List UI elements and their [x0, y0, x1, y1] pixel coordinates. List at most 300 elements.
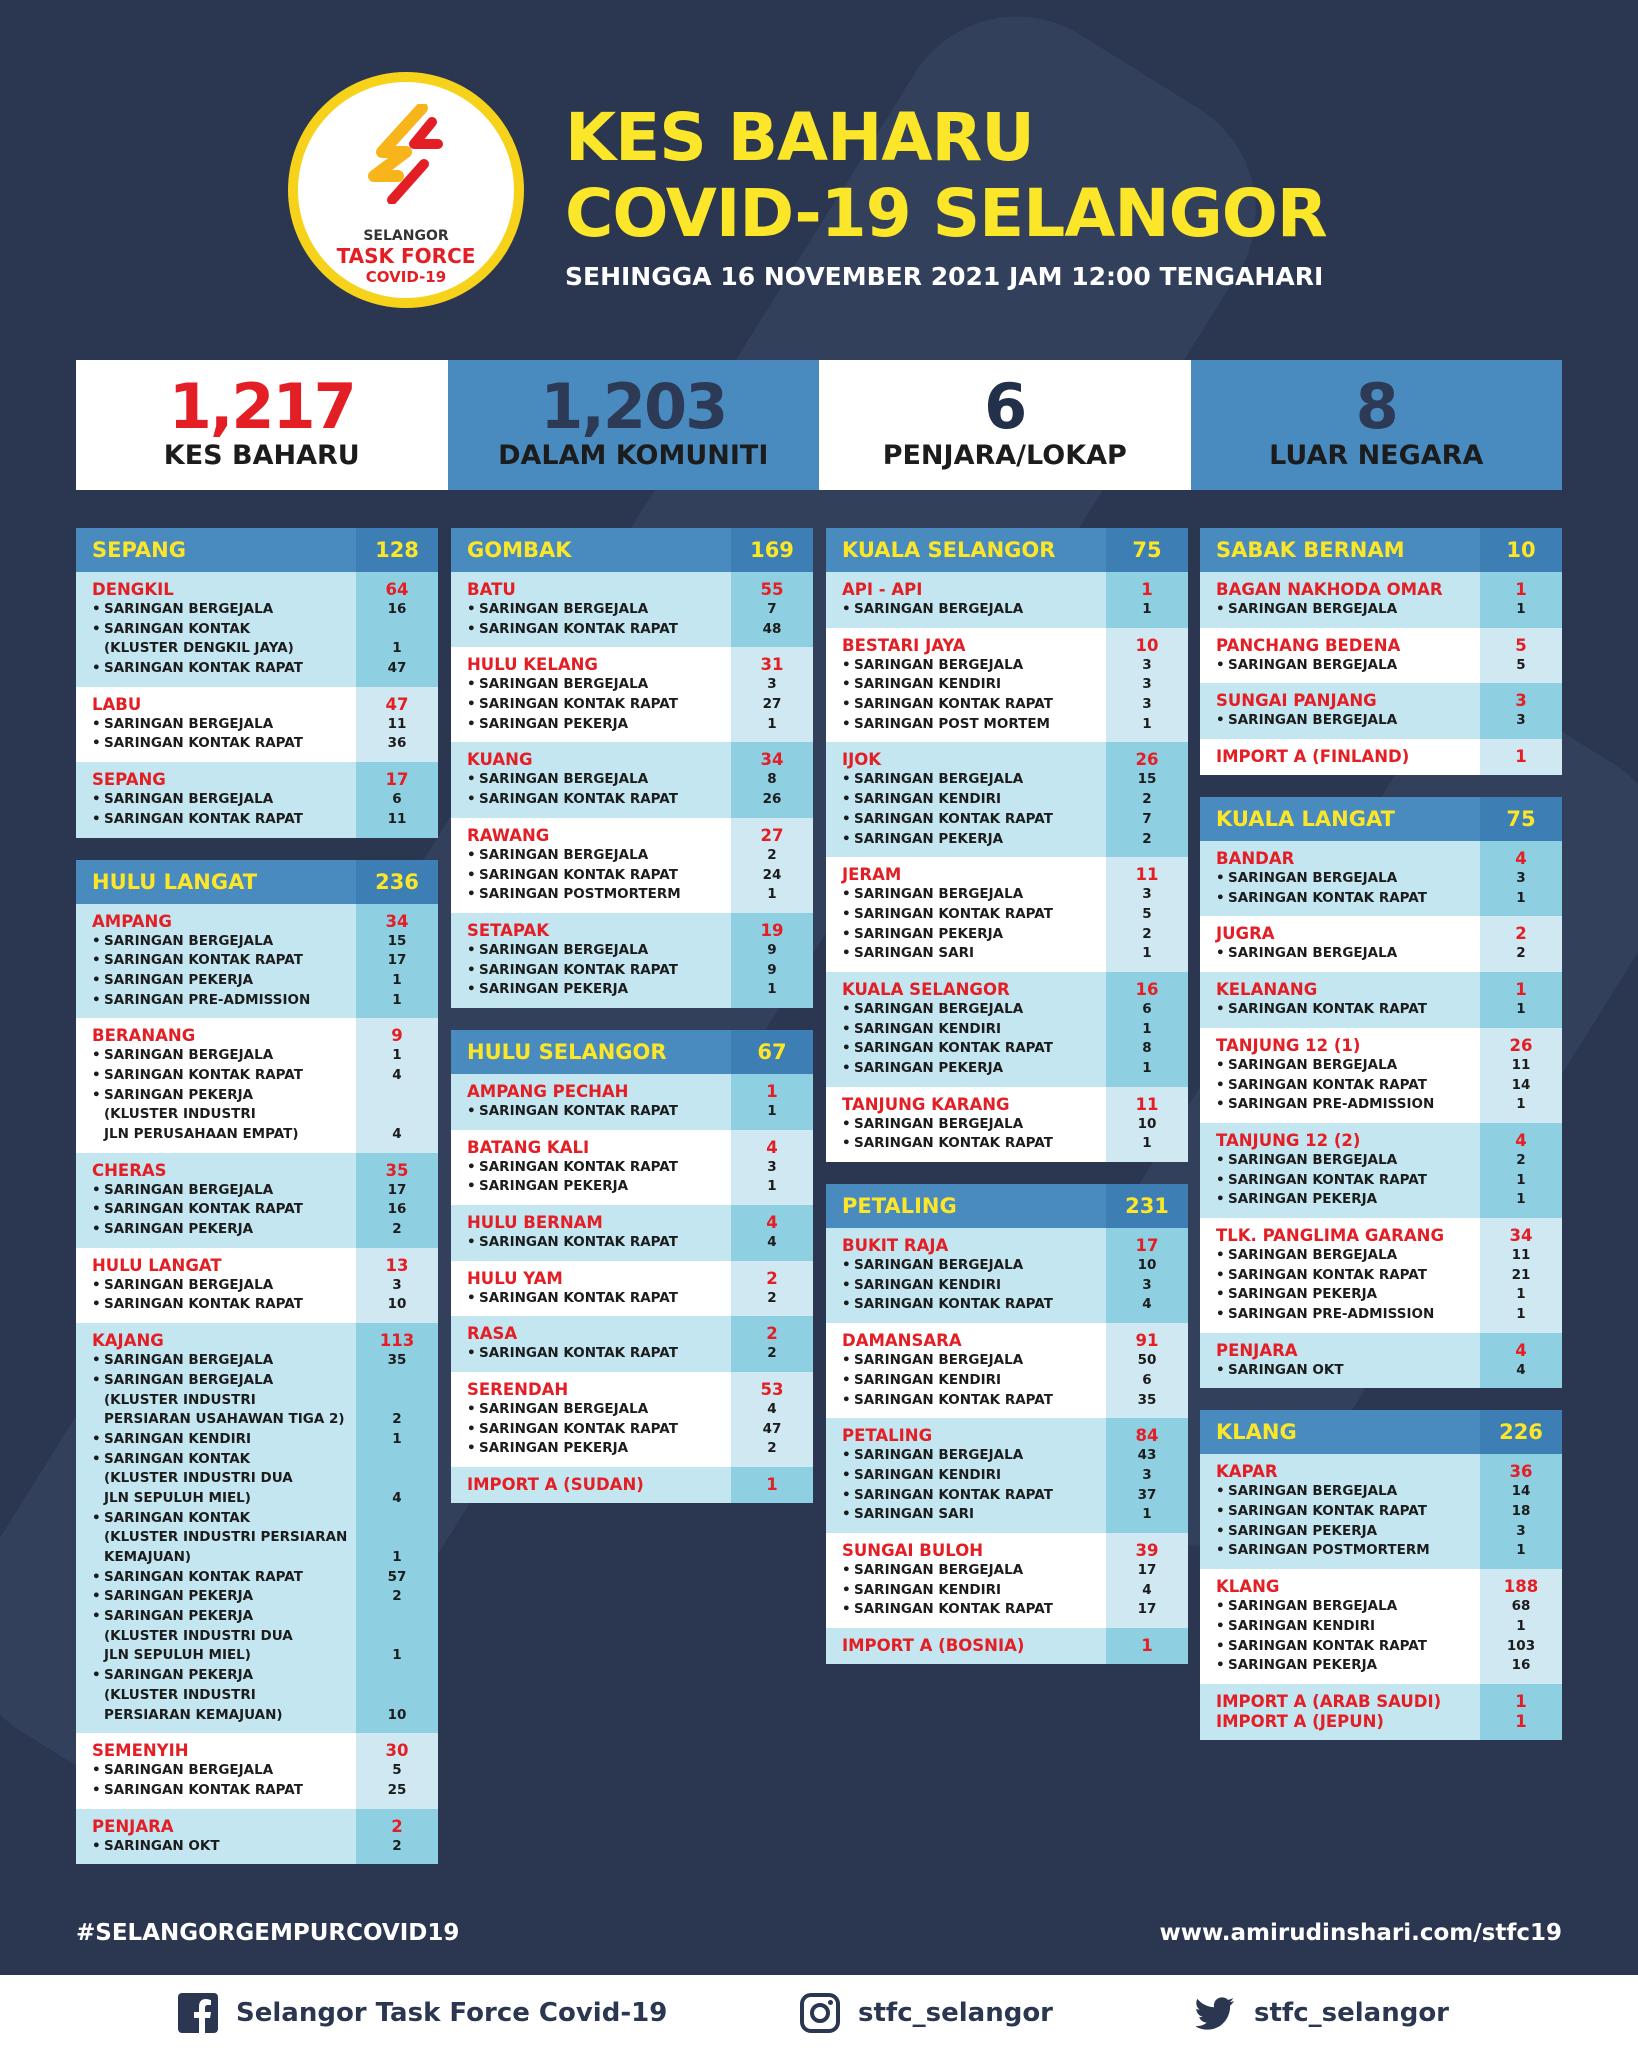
locality-labels	[1200, 739, 1480, 775]
screening-label: SARINGAN BERGEJALA	[854, 1257, 1024, 1274]
screening-count: 4	[392, 1126, 402, 1142]
page-subtitle: SEHINGGA 16 NOVEMBER 2021 JAM 12:00 TENGAHARI	[565, 262, 1324, 291]
screening-count: 1	[1142, 601, 1152, 617]
screening-item	[92, 1220, 356, 1240]
locality-labels	[451, 913, 731, 1008]
locality-block	[1200, 972, 1562, 1028]
bullet-icon: •	[467, 1158, 476, 1175]
locality-block	[76, 1733, 438, 1808]
screening-count: 11	[1511, 1056, 1531, 1073]
bullet-icon: •	[92, 971, 101, 988]
screening-count: 1	[1516, 1286, 1526, 1303]
locality-block	[1200, 1218, 1562, 1333]
screening-item	[467, 1400, 731, 1420]
screening-count: 2	[392, 1411, 402, 1428]
screening-item	[92, 1587, 356, 1607]
screening-count: 15	[387, 932, 407, 949]
screening-label: SARINGAN KENDIRI	[854, 1581, 1002, 1598]
screening-label: SARINGAN KONTAK RAPAT	[854, 905, 1053, 922]
locality-block	[1200, 572, 1562, 628]
screening-count	[356, 1528, 438, 1548]
screening-item	[92, 1105, 356, 1125]
screening-count: 15	[1137, 771, 1157, 788]
instagram-link[interactable]	[800, 1993, 1053, 2033]
screening-item	[842, 1134, 1106, 1154]
bullet-icon: •	[92, 1066, 101, 1083]
locality-values	[731, 1074, 813, 1130]
locality-name: API - API	[842, 580, 923, 599]
twitter-icon	[1196, 1993, 1236, 2033]
screening-item	[92, 1509, 356, 1529]
locality-block	[1200, 1684, 1562, 1740]
screening-item	[1216, 1597, 1480, 1617]
bullet-icon: •	[842, 925, 851, 942]
screening-count	[356, 1371, 438, 1391]
locality-labels	[826, 857, 1106, 972]
screening-label: SARINGAN KONTAK	[104, 1450, 251, 1467]
locality-block	[76, 1323, 438, 1733]
screening-label: SARINGAN KONTAK RAPAT	[479, 961, 678, 978]
screening-item	[467, 1344, 731, 1364]
screening-item	[467, 961, 731, 981]
bullet-icon: •	[467, 696, 476, 713]
locality-total: 17	[1135, 1236, 1159, 1256]
locality-values	[1106, 972, 1188, 1087]
screening-count: 3	[767, 676, 777, 693]
screening-item	[467, 885, 731, 905]
screening-count: 3	[392, 1276, 402, 1293]
screening-count: 16	[387, 1201, 407, 1218]
screening-count: 47	[387, 660, 407, 677]
screening-count: 11	[1511, 1246, 1531, 1263]
screening-item	[92, 1410, 356, 1430]
locality-block	[1200, 628, 1562, 684]
screening-count: 10	[1137, 1115, 1157, 1132]
screening-label: SARINGAN BERGEJALA	[479, 676, 649, 693]
bullet-icon: •	[1216, 601, 1225, 617]
screening-item	[92, 1781, 356, 1801]
screening-count: 1	[1516, 1171, 1526, 1188]
bullet-icon: •	[1216, 1266, 1225, 1283]
screening-label: SARINGAN KONTAK RAPAT	[854, 696, 1053, 713]
bullet-icon: •	[92, 1201, 101, 1218]
screening-label: SARINGAN BERGEJALA	[854, 1447, 1024, 1464]
screening-count: 1	[1516, 1542, 1526, 1559]
district-total: 75	[1480, 797, 1562, 841]
screening-count: 9	[767, 961, 777, 978]
screening-count: 14	[1511, 1076, 1531, 1093]
screening-label: SARINGAN BERGEJALA	[854, 886, 1024, 903]
bullet-icon: •	[1216, 1637, 1225, 1654]
locality-values	[1106, 1228, 1188, 1323]
bullet-icon: •	[467, 941, 476, 958]
bullet-icon: •	[92, 1371, 101, 1388]
bullet-icon: •	[92, 1781, 101, 1798]
locality-labels	[826, 972, 1106, 1087]
screening-item	[467, 846, 731, 866]
locality-block	[1200, 739, 1562, 775]
screening-label: SARINGAN BERGEJALA	[479, 771, 649, 788]
screening-label: SARINGAN KENDIRI	[854, 1020, 1002, 1037]
screening-count: 35	[387, 1352, 407, 1369]
locality-labels	[451, 1316, 731, 1372]
locality-labels	[76, 1153, 356, 1248]
locality-values	[731, 742, 813, 817]
screening-label: SARINGAN PEKERJA	[104, 1588, 254, 1605]
locality-labels	[826, 1533, 1106, 1628]
screening-count: 1	[767, 1102, 777, 1119]
screening-count: 16	[387, 601, 407, 617]
screening-item	[842, 1446, 1106, 1466]
screening-label: (KLUSTER DENGKIL JAYA)	[104, 640, 294, 657]
locality-name: TANJUNG 12 (1)	[1216, 1035, 1361, 1055]
locality-name: IMPORT A (JEPUN)	[1216, 1711, 1384, 1731]
bullet-icon: •	[92, 601, 101, 617]
screening-count: 1	[767, 1178, 777, 1195]
district-column-2	[451, 528, 813, 1525]
screening-item	[1216, 1305, 1480, 1325]
title-line-1: KES BAHARU	[565, 99, 1034, 176]
bullet-icon: •	[92, 810, 101, 827]
locality-labels	[451, 1074, 731, 1130]
locality-values	[1480, 683, 1562, 739]
screening-count: 8	[767, 771, 777, 788]
locality-total: 1	[1141, 580, 1153, 599]
locality-total: 4	[1515, 849, 1527, 869]
screening-count: 1	[1142, 1506, 1152, 1523]
locality-name: RAWANG	[467, 825, 550, 845]
screening-count: 10	[1137, 1257, 1157, 1274]
bullet-icon: •	[842, 1020, 851, 1037]
screening-label: SARINGAN BERGEJALA	[854, 601, 1024, 617]
bullet-icon: •	[1216, 1483, 1225, 1500]
locality-values	[1106, 857, 1188, 972]
screening-item	[1216, 656, 1480, 676]
bullet-icon: •	[1216, 1191, 1225, 1208]
screening-item	[92, 790, 356, 810]
bullet-icon: •	[92, 1568, 101, 1585]
locality-total: 4	[766, 1213, 778, 1232]
screening-label: SARINGAN BERGEJALA	[104, 601, 274, 617]
locality-block	[451, 1372, 813, 1467]
locality-values	[731, 1261, 813, 1317]
screening-item	[1216, 1522, 1480, 1542]
screening-label: SARINGAN KONTAK RAPAT	[1228, 1076, 1427, 1093]
screening-count: 37	[1137, 1486, 1157, 1503]
locality-block	[826, 742, 1188, 857]
bullet-icon: •	[1216, 1286, 1225, 1303]
district-name: KUALA LANGAT	[1216, 807, 1395, 832]
bullet-icon: •	[92, 1608, 101, 1625]
bullet-icon: •	[467, 1401, 476, 1418]
locality-labels	[1200, 1218, 1480, 1333]
screening-count: 47	[762, 1420, 782, 1437]
bullet-icon: •	[842, 601, 851, 617]
screening-item	[1216, 944, 1480, 964]
screening-item	[1216, 1482, 1480, 1502]
screening-label: PERSIARAN USAHAWAN TIGA 2)	[104, 1411, 345, 1428]
locality-total: 1	[1515, 1691, 1527, 1711]
screening-item	[92, 600, 356, 620]
locality-values	[1480, 1569, 1562, 1684]
website-link[interactable]: www.amirudinshari.com/stfc19	[1159, 1920, 1562, 1946]
screening-item	[92, 1548, 356, 1568]
task-force-logo	[288, 72, 524, 308]
locality-block	[76, 904, 438, 1019]
screening-item	[92, 715, 356, 735]
screening-label: SARINGAN PEKERJA	[1228, 1657, 1378, 1674]
bullet-icon: •	[842, 830, 851, 847]
screening-label: SARINGAN BERGEJALA	[1228, 945, 1398, 962]
bullet-icon: •	[842, 1115, 851, 1132]
district-header	[826, 528, 1188, 572]
locality-name: AMPANG PECHAH	[467, 1081, 629, 1101]
locality-values	[1480, 1684, 1562, 1740]
stat-number: 1,203	[540, 370, 727, 443]
screening-label: SARINGAN PEKERJA	[1228, 1522, 1378, 1539]
screening-item	[842, 810, 1106, 830]
screening-label: SARINGAN PEKERJA	[104, 971, 254, 988]
locality-total: 13	[385, 1255, 409, 1275]
locality-name: SEPANG	[92, 770, 166, 790]
screening-label: (KLUSTER INDUSTRI DUA	[104, 1627, 293, 1644]
bullet-icon: •	[1216, 1598, 1225, 1615]
screening-label: SARINGAN BERGEJALA	[854, 1352, 1024, 1369]
screening-label: SARINGAN POSTMORTERM	[1228, 1542, 1430, 1559]
hashtag: #SELANGORGEMPURCOVID19	[76, 1920, 460, 1946]
screening-count: 36	[387, 735, 407, 752]
screening-count: 57	[387, 1568, 407, 1585]
bullet-icon: •	[92, 991, 101, 1008]
bullet-icon: •	[1216, 1522, 1225, 1539]
locality-values	[731, 818, 813, 913]
screening-item	[92, 1837, 356, 1857]
screening-label: SARINGAN BERGEJALA	[1228, 1483, 1398, 1500]
bullet-icon: •	[92, 1509, 101, 1526]
district-header	[826, 1184, 1188, 1228]
screening-item	[1216, 600, 1480, 620]
screening-label: SARINGAN OKT	[1228, 1361, 1344, 1378]
bullet-icon: •	[1216, 870, 1225, 887]
screening-label: (KLUSTER INDUSTRI	[104, 1686, 256, 1703]
screening-count: 1	[1142, 1060, 1152, 1076]
screening-label: SARINGAN PEKERJA	[104, 1086, 254, 1103]
bullet-icon: •	[467, 601, 476, 617]
bullet-icon: •	[92, 1762, 101, 1779]
screening-label: SARINGAN KONTAK RAPAT	[479, 1158, 678, 1175]
bullet-icon: •	[92, 1296, 101, 1313]
screening-item	[1216, 1171, 1480, 1191]
bullet-icon: •	[467, 1102, 476, 1119]
district-name: HULU SELANGOR	[467, 1039, 667, 1064]
screening-label: SARINGAN BERGEJALA	[854, 1115, 1024, 1132]
locality-total: 17	[385, 770, 409, 790]
locality-name: BESTARI JAYA	[842, 635, 966, 655]
screening-item	[842, 905, 1106, 925]
locality-total: 2	[391, 1816, 403, 1836]
screening-item	[92, 1391, 356, 1411]
bullet-icon: •	[1216, 1361, 1225, 1378]
locality-name: KAPAR	[1216, 1462, 1278, 1482]
district-panel	[1200, 797, 1562, 1388]
screening-item	[92, 1371, 356, 1391]
district-column-4	[1200, 528, 1562, 1762]
screening-label: SARINGAN BERGEJALA	[1228, 656, 1398, 673]
screening-count: 1	[392, 640, 402, 657]
locality-labels	[76, 762, 356, 837]
locality-name: IMPORT A (ARAB SAUDI)	[1216, 1691, 1442, 1711]
screening-item	[842, 1000, 1106, 1020]
screening-count	[356, 1105, 438, 1125]
bullet-icon: •	[1216, 1657, 1225, 1674]
screening-item	[1216, 1541, 1480, 1561]
screening-count: 1	[1516, 601, 1526, 617]
locality-name: IMPORT A (BOSNIA)	[842, 1636, 1025, 1655]
locality-labels	[451, 1261, 731, 1317]
locality-name: SETAPAK	[467, 920, 550, 940]
screening-count: 4	[1516, 1361, 1526, 1378]
district-name: GOMBAK	[467, 538, 572, 562]
bullet-icon: •	[842, 676, 851, 693]
screening-item	[842, 1039, 1106, 1059]
locality-labels	[451, 742, 731, 817]
locality-values	[356, 1323, 438, 1733]
bullet-icon: •	[92, 1667, 101, 1684]
locality-block	[826, 1628, 1188, 1664]
locality-block	[76, 1153, 438, 1248]
twitter-link[interactable]	[1196, 1993, 1449, 2033]
screening-count	[356, 1686, 438, 1706]
bullet-icon: •	[92, 1450, 101, 1467]
locality-total: 2	[766, 1268, 778, 1288]
district-header	[76, 860, 438, 904]
screening-label: SARINGAN KENDIRI	[854, 1466, 1002, 1483]
screening-label: SARINGAN KONTAK RAPAT	[479, 791, 678, 808]
screening-count: 1	[767, 981, 777, 998]
stat-number: 8	[1355, 370, 1397, 443]
screening-item	[1216, 1056, 1480, 1076]
locality-labels	[826, 1628, 1106, 1664]
bullet-icon: •	[842, 905, 851, 922]
screening-label: SARINGAN KONTAK RAPAT	[854, 1601, 1053, 1618]
screening-count: 6	[1142, 1000, 1152, 1017]
locality-name: BATU	[467, 580, 516, 599]
screening-count: 5	[1516, 656, 1526, 673]
screening-label: SARINGAN PEKERJA	[479, 1178, 629, 1195]
locality-total: 188	[1503, 1577, 1539, 1597]
screening-label: SARINGAN KONTAK RAPAT	[479, 620, 678, 637]
locality-labels	[826, 572, 1106, 628]
screening-item	[92, 1666, 356, 1686]
screening-label: SARINGAN KENDIRI	[854, 791, 1002, 808]
screening-label: SARINGAN KONTAK RAPAT	[479, 1420, 678, 1437]
district-panel	[826, 528, 1188, 1162]
screening-label: SARINGAN BERGEJALA	[479, 1401, 649, 1418]
screening-count: 2	[392, 1837, 402, 1854]
screening-item	[842, 1505, 1106, 1525]
locality-block	[451, 818, 813, 913]
screening-count: 17	[1137, 1561, 1157, 1578]
locality-total: 39	[1135, 1540, 1159, 1560]
screening-item	[467, 1158, 731, 1178]
screening-count	[356, 1450, 438, 1470]
screening-count: 35	[1137, 1391, 1157, 1408]
screening-label: SARINGAN BERGEJALA	[104, 932, 274, 949]
locality-labels	[451, 647, 731, 742]
locality-name: SUNGAI BULOH	[842, 1540, 984, 1560]
locality-block	[76, 687, 438, 762]
screening-label: SARINGAN PEKERJA	[104, 1221, 254, 1238]
screening-item	[467, 1420, 731, 1440]
facebook-link[interactable]	[178, 1993, 667, 2033]
locality-values	[356, 687, 438, 762]
screening-count: 14	[1511, 1483, 1531, 1500]
screening-item	[842, 1561, 1106, 1581]
bullet-icon: •	[1216, 712, 1225, 729]
locality-labels	[451, 818, 731, 913]
page-title	[565, 100, 1327, 252]
screening-count: 9	[767, 941, 777, 958]
stat-luar-negara	[1191, 360, 1563, 490]
bullet-icon: •	[467, 846, 476, 863]
locality-name: BERANANG	[92, 1026, 196, 1046]
screening-label: SARINGAN PEKERJA	[479, 1440, 629, 1457]
locality-total: 1	[1515, 1711, 1527, 1731]
screening-count: 2	[767, 1289, 777, 1306]
screening-count: 1	[392, 1047, 402, 1064]
screening-item	[467, 941, 731, 961]
locality-labels	[826, 742, 1106, 857]
locality-block	[1200, 683, 1562, 739]
locality-labels	[76, 1248, 356, 1323]
screening-item	[842, 715, 1106, 735]
locality-total: 11	[1135, 865, 1159, 885]
locality-labels	[451, 1130, 731, 1205]
locality-values	[1480, 1333, 1562, 1389]
screening-count: 2	[1516, 945, 1526, 962]
screening-label: SARINGAN BERGEJALA	[854, 1561, 1024, 1578]
screening-count: 1	[1516, 1306, 1526, 1322]
locality-block	[826, 628, 1188, 743]
screening-count	[356, 1607, 438, 1627]
locality-labels	[826, 1323, 1106, 1418]
locality-total: 64	[385, 580, 409, 599]
screening-item	[92, 659, 356, 679]
district-panel	[826, 1184, 1188, 1664]
screening-item	[842, 1371, 1106, 1391]
screening-label: SARINGAN KONTAK RAPAT	[1228, 1266, 1427, 1283]
locality-name: KELANANG	[1216, 980, 1318, 1000]
locality-labels	[76, 1323, 356, 1733]
locality-values	[1106, 742, 1188, 857]
bullet-icon: •	[92, 1352, 101, 1369]
bullet-icon: •	[842, 1040, 851, 1057]
screening-count: 2	[1142, 830, 1152, 847]
locality-labels	[1200, 1028, 1480, 1123]
screening-count: 1	[392, 1430, 402, 1447]
locality-name: BANDAR	[1216, 849, 1295, 869]
bullet-icon: •	[842, 1601, 851, 1618]
screening-label: SARINGAN KENDIRI	[854, 1276, 1002, 1293]
screening-label: SARINGAN PEKERJA	[104, 1608, 254, 1625]
screening-count: 2	[1142, 925, 1152, 942]
screening-item	[1216, 1617, 1480, 1637]
screening-count: 1	[1516, 1001, 1526, 1018]
district-name: SEPANG	[92, 538, 186, 562]
locality-labels	[1200, 1333, 1480, 1389]
screening-item	[92, 1430, 356, 1450]
locality-block	[76, 572, 438, 687]
